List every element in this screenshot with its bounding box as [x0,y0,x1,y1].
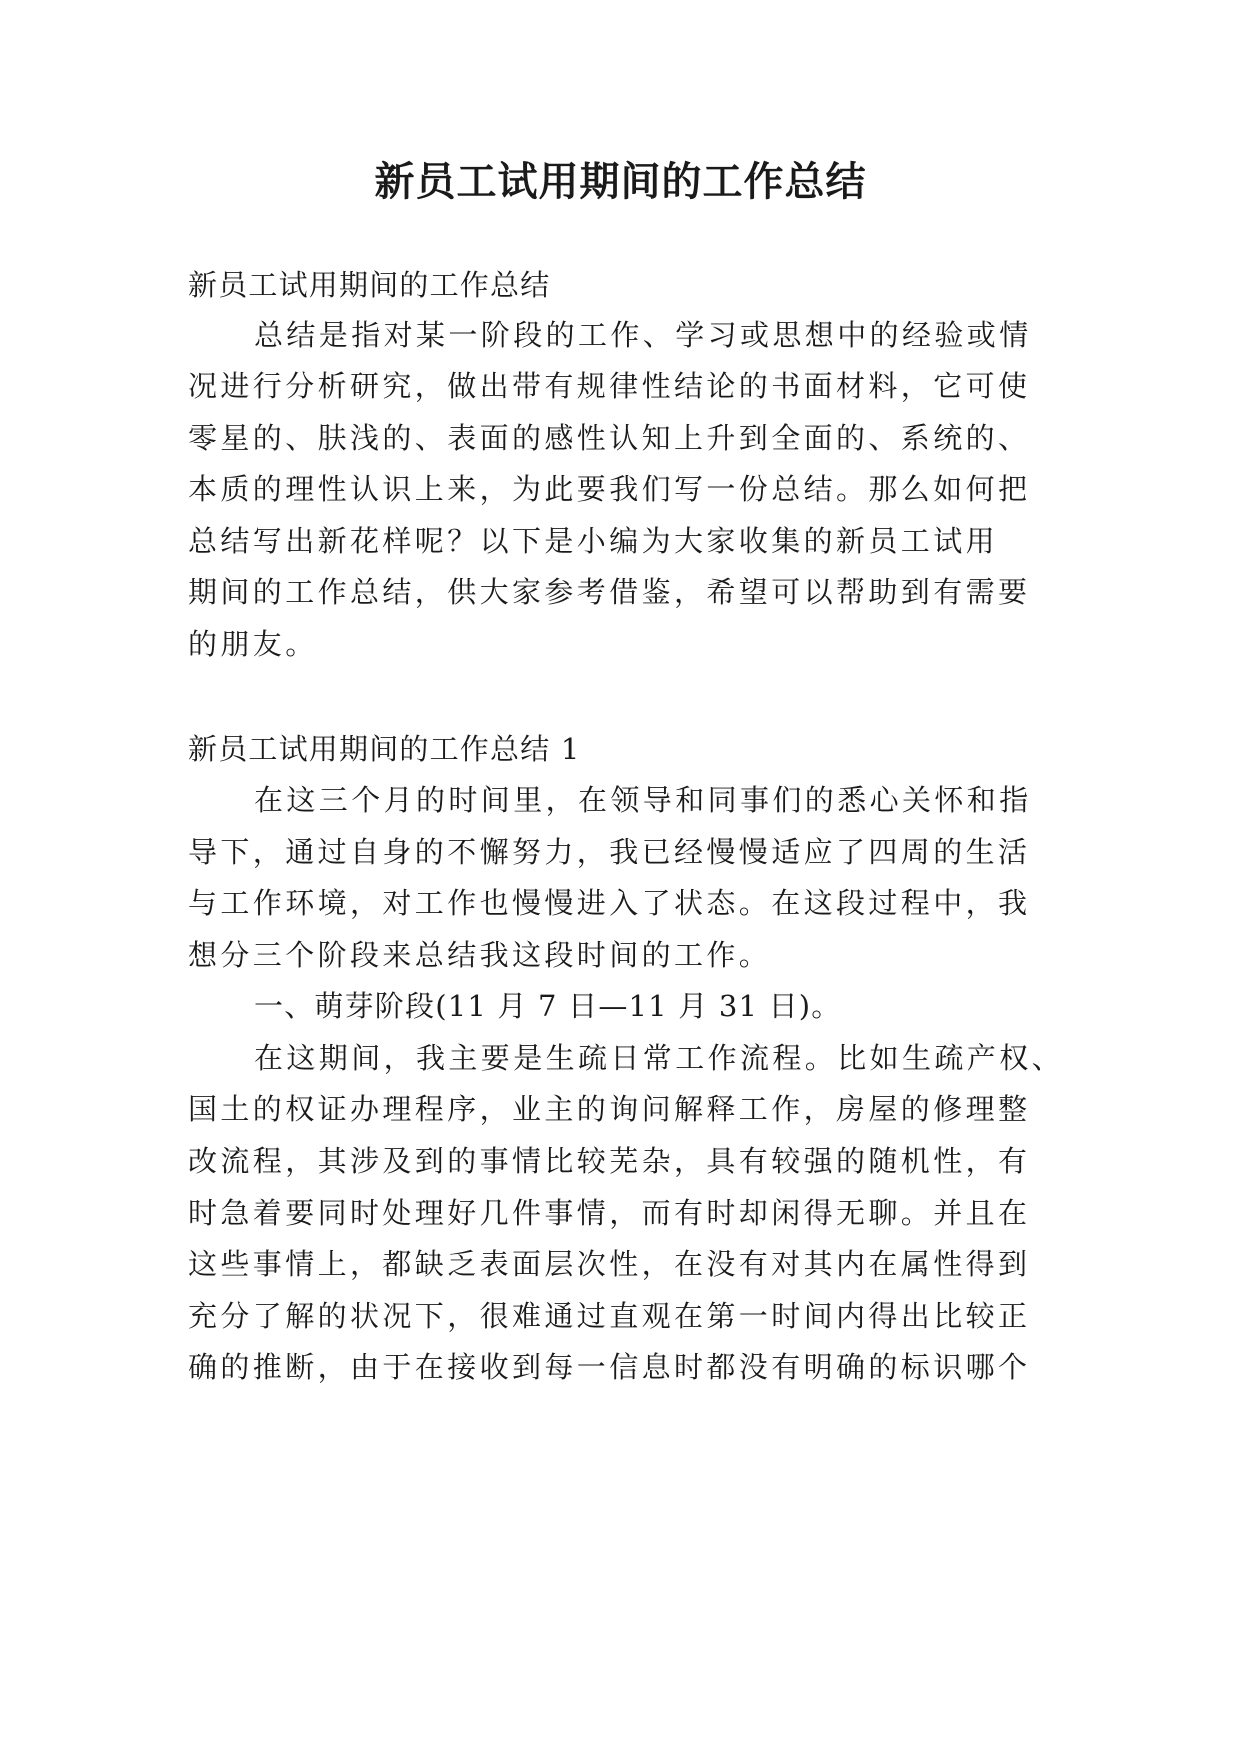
paragraph-line: 在这三个月的时间里，在领导和同事们的悉心关怀和指 [254,783,1032,817]
document-subtitle: 新员工试用期间的工作总结 [188,268,551,302]
intro-line: 总结写出新花样呢？以下是小编为大家收集的新员工试用 [188,524,999,558]
intro-line: 本质的理性认识上来，为此要我们写一份总结。那么如何把 [188,472,1031,506]
paragraph-line: 确的推断，由于在接收到每一信息时都没有明确的标识哪个 [188,1350,1031,1384]
paragraph-line: 时急着要同时处理好几件事情，而有时却闲得无聊。并且在 [188,1196,1031,1230]
paragraph-line: 在这期间，我主要是生疏日常工作流程。比如生疏产权、 [254,1041,1065,1075]
intro-line: 的朋友。 [188,627,318,661]
paragraph-line: 改流程，其涉及到的事情比较芜杂，具有较强的随机性，有 [188,1144,1031,1178]
intro-line: 期间的工作总结，供大家参考借鉴，希望可以帮助到有需要 [188,575,1031,609]
paragraph-line: 这些事情上，都缺乏表面层次性，在没有对其内在属性得到 [188,1247,1031,1281]
paragraph-line: 想分三个阶段来总结我这段时间的工作。 [188,938,772,972]
document-title: 新员工试用期间的工作总结 [374,158,867,205]
paragraph-line: 与工作环境，对工作也慢慢进入了状态。在这段过程中，我 [188,886,1031,920]
paragraph-line: 导下，通过自身的不懈努力，我已经慢慢适应了四周的生活 [188,835,1031,869]
paragraph-line: 国土的权证办理程序，业主的询问解释工作，房屋的修理整 [188,1092,1031,1126]
paragraph-line: 充分了解的状况下，很难通过直观在第一时间内得出比较正 [188,1299,1031,1333]
intro-line: 况进行分析研究，做出带有规律性结论的书面材料，它可使 [188,369,1031,403]
phase-heading: 一、萌芽阶段(11 月 7 日—11 月 31 日)。 [254,989,842,1023]
intro-line: 总结是指对某一阶段的工作、学习或思想中的经验或情 [254,318,1032,352]
intro-line: 零星的、肤浅的、表面的感性认知上升到全面的、系统的、 [188,421,1031,455]
section-heading: 新员工试用期间的工作总结 1 [188,732,581,766]
